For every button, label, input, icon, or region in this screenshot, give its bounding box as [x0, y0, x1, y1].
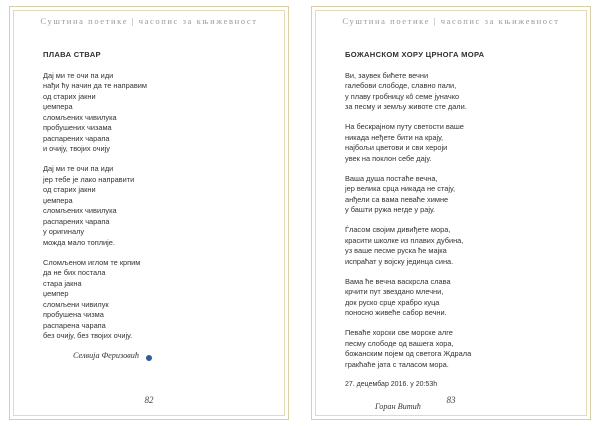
poem-line: испраћат у војску јединца сина.	[345, 256, 454, 266]
poem-line: распарених чарапа	[43, 216, 110, 226]
poem-line: Дај ми те очи па иди	[43, 70, 114, 80]
right-poem	[345, 50, 576, 413]
poem-line: Ви, заувек бићете вечни	[345, 70, 429, 80]
poem-line: за песму и земљу животе сте дали.	[345, 102, 467, 111]
poem-line: и очију, твојих очију	[43, 144, 110, 153]
poem-line: увек на поклон себе дају.	[345, 153, 432, 163]
poem-line: најбољи цветови и сви хероји	[345, 143, 448, 152]
right-page-number: 83	[446, 395, 456, 405]
poem-line: Ваша душа постаће вечна,	[345, 173, 438, 183]
right-page	[311, 6, 591, 420]
poem-line: песму слободе од вашега хора,	[345, 338, 454, 348]
poem-line: анђели са вама певаће химне	[345, 194, 449, 204]
poem-line: Вама ће вечна васкрсла слава	[345, 276, 451, 286]
left-page	[9, 6, 289, 420]
left-poem-title: ПЛАВА СТВАР	[43, 50, 101, 59]
poem-line: џемпер	[43, 289, 69, 298]
poem-line: у оригиналу	[43, 227, 85, 236]
poem-line: Сломљеном иглом те крпим	[43, 257, 141, 267]
poem-stanza	[345, 71, 576, 113]
right-poem-stanzas	[345, 71, 576, 371]
poem-stanza	[345, 225, 576, 267]
left-page-header: Суштина поетике | часопис за књижевност	[40, 16, 258, 26]
poem-line: без очију, без твојих очију.	[43, 331, 133, 340]
right-page-header: Суштина поетике | часопис за књижевност	[342, 16, 560, 26]
poem-line: док руско срце храбро куца	[345, 297, 440, 307]
poem-stanza	[345, 328, 576, 370]
poem-line: џемпера	[43, 102, 73, 111]
poem-stanza	[43, 258, 274, 342]
poem-stanza	[43, 164, 274, 248]
poem-line: од старих јакни	[43, 91, 96, 101]
poem-line: нађи ћу начин да те направим	[43, 81, 147, 90]
poem-line: пробушена чизма	[43, 310, 104, 319]
right-poem-author: Горан Витић	[375, 402, 421, 411]
left-poem-author: Селвија Феризовић	[73, 351, 139, 360]
poem-line: распарена чарапа	[43, 320, 106, 330]
poem-line: сломљених чивилука	[43, 206, 117, 215]
poem-line: сломљених чивилука	[43, 112, 117, 122]
poem-line: красити школке из плавих дубина,	[345, 235, 464, 245]
poem-line: јер тебе је лако направити	[43, 174, 135, 184]
poem-stanza	[345, 122, 576, 164]
poem-line: На бескрајном путу светости ваше	[345, 122, 464, 131]
right-poem-title: БОЖАНСКОМ ХОРУ ЦРНОГА МОРА	[345, 50, 485, 59]
poem-line: пробушених чизама	[43, 123, 112, 132]
right-poem-date: 27. децембар 2016. у 20:53h	[345, 380, 438, 388]
poem-line: Дај ми те очи па иди	[43, 164, 114, 173]
poem-line: стара јакна	[43, 278, 82, 288]
poem-line: џемпера	[43, 195, 73, 205]
poem-line: уз ваше песме руска ће мајка	[345, 246, 447, 255]
poem-line: да не бих постала	[43, 268, 106, 277]
poem-line: распарених чарапа	[43, 133, 110, 143]
poem-line: у плаву гробницу кô семе јуначко	[345, 91, 460, 101]
poem-line: можда мало топлије.	[43, 237, 115, 247]
poem-line: од старих јакни	[43, 185, 96, 194]
poem-line: Ѓласом својим дивиђете мора,	[345, 225, 451, 234]
poem-line: сломљени чивилук	[43, 299, 109, 309]
poem-line: крчити пут звездано млечни,	[345, 287, 444, 296]
left-page-number: 82	[144, 395, 154, 405]
poem-line: гракћаће јата с таласом мора.	[345, 359, 449, 369]
poem-stanza	[345, 174, 576, 216]
left-poem-stanzas	[43, 71, 274, 342]
poem-line: божанским појем од светога Ждрала	[345, 349, 472, 358]
poem-line: јер велика срца никада не стају,	[345, 184, 456, 193]
poem-line: у башти ружа негде у рају.	[345, 205, 435, 214]
left-poem	[43, 50, 274, 362]
poem-stanza	[345, 277, 576, 319]
ornament-dot-icon	[146, 355, 152, 361]
poem-line: никада неђете бити на крају,	[345, 132, 444, 142]
poem-line: Певаће хорски све морске алге	[345, 328, 453, 337]
poem-line: поносно живеће сабор вечни.	[345, 308, 447, 317]
poem-stanza	[43, 71, 274, 155]
poem-line: галебови слободе, славно пали,	[345, 81, 457, 90]
